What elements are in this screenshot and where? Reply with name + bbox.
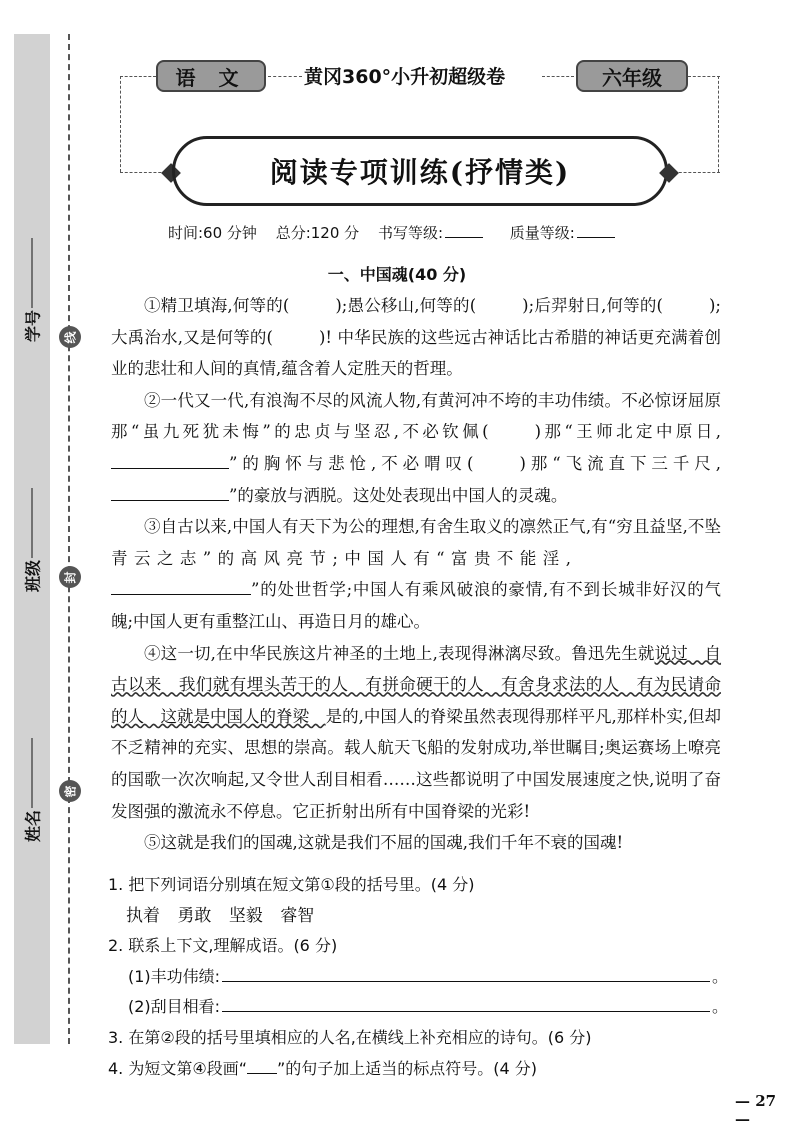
name-field[interactable] <box>21 738 44 842</box>
quality-grade-label: 质量等级: <box>509 224 575 242</box>
student-id-label: 学号 <box>23 309 43 343</box>
question-list <box>108 870 728 1084</box>
wavy-underlined-sentence: 说过 自古以来 我们就有埋头苦干的人 有拼命硬干的人 有舍身求法的人 有为民请命的人 这就是中国人的脊梁 <box>111 643 722 726</box>
question-2: 2. 联系上下文,理解成语。(6 分) <box>108 936 338 956</box>
answer-line[interactable] <box>222 1011 710 1012</box>
word-options <box>108 901 728 932</box>
class-label: 班级 <box>23 559 43 593</box>
reading-passage <box>111 290 721 859</box>
time-limit: 时间:60 分钟 <box>168 224 257 242</box>
writing-grade-label: 书写等级: <box>377 224 443 242</box>
seal-line-mark: 线 <box>59 326 81 348</box>
page-header <box>120 56 720 206</box>
quality-grade-blank[interactable] <box>577 237 615 238</box>
blank-line[interactable] <box>111 468 229 469</box>
word-option: 坚毅 <box>228 905 263 926</box>
question-1: 1. 把下列词语分别填在短文第①段的括号里。(4 分) <box>108 875 475 894</box>
name-label: 姓名 <box>23 809 43 843</box>
class-field[interactable] <box>21 488 44 592</box>
section-title: 一、中国魂(40 分) <box>327 265 467 284</box>
seal-seal-mark: 封 <box>59 566 81 588</box>
writing-grade-blank[interactable] <box>445 237 483 238</box>
question-2-2: (2)刮目相看: 。 <box>128 997 728 1017</box>
word-option: 执着 <box>126 905 160 926</box>
subject-badge: 语 文 <box>156 60 266 92</box>
answer-line[interactable] <box>222 981 710 982</box>
student-id-field[interactable] <box>21 238 44 342</box>
series-title: 黄冈360°小升初超级卷 <box>304 66 506 88</box>
total-score: 总分:120 分 <box>275 224 360 242</box>
blank-line[interactable] <box>111 500 229 501</box>
grade-badge: 六年级 <box>576 60 688 92</box>
page-number: — 27 — <box>735 1092 777 1124</box>
word-option: 勇敢 <box>177 905 212 926</box>
paragraph-4: ④这一切,在中华民族这片神圣的土地上,表现得淋漓尽致。鲁迅先生就说过 自古以来 我们就有埋头苦干的人 有拼命硬干的人 有舍身求法的人 有为民请命的人 这就是中国人的脊梁 是的,中国人的脊梁虽然表现得那样平凡,那样朴实,但却不乏精神的充实、思想的崇高。载人航天飞船的发射成功,举世瞩目;奥运赛场上嘹亮的国歌一次次响起,又令世人刮目相看……这些都说明了中国发展速度之快,说明了奋发图强的激流永不停息。它正折射出所有中国脊梁的光彩! <box>111 643 722 821</box>
question-4: 4. 为短文第④段画“ ”的句子加上适当的标点符号。(4 分) <box>108 1058 538 1078</box>
question-2-1: (1)丰功伟绩: 。 <box>128 966 728 986</box>
page-title: 阅读专项训练(抒情类) <box>172 136 668 206</box>
blank-line[interactable] <box>111 594 251 595</box>
paragraph-1: ①精卫填海,何等的( );愚公移山,何等的( );后羿射日,何等的( );大禹治水,又是何等的( )! 中华民族的这些远古神话比古希腊的神话更充满着创业的悲壮和人间的真情,蕴含着人定胜天的哲理。 <box>111 296 721 379</box>
paragraph-5: ⑤这就是我们的国魂,这就是我们不屈的国魂,我们千年不衰的国魂! <box>144 833 624 853</box>
seal-secret-mark: 密 <box>59 780 81 802</box>
paragraph-3: ③自古以来,中国人有天下为公的理想,有舍生取义的凛然正气,有“穷且益坚,不坠青云之志”的高风亮节;中国人有“富贵不能淫,”的处世哲学;中国人有乘风破浪的豪情,有不到长城非好汉的气魄;中国人更有重整江山、再造日月的雄心。 <box>111 517 721 631</box>
question-3: 3. 在第②段的括号里填相应的人名,在横线上补充相应的诗句。(6 分) <box>108 1027 592 1047</box>
word-option: 睿智 <box>280 905 315 926</box>
paragraph-2: ②一代又一代,有浪淘不尽的风流人物,有黄河冲不垮的丰功伟绩。不必惊讶屈原那“虽九死犹未悔”的忠贞与坚忍,不必钦佩( )那“王师北定中原日,”的胸怀与悲怆,不必喟叹( )那“飞流直下三千尺,”的豪放与洒脱。这处处表现出中国人的灵魂。 <box>111 390 721 505</box>
binding-dash-line <box>68 34 70 1044</box>
wavy-mark-sample <box>247 1073 277 1074</box>
exam-meta <box>168 222 637 243</box>
